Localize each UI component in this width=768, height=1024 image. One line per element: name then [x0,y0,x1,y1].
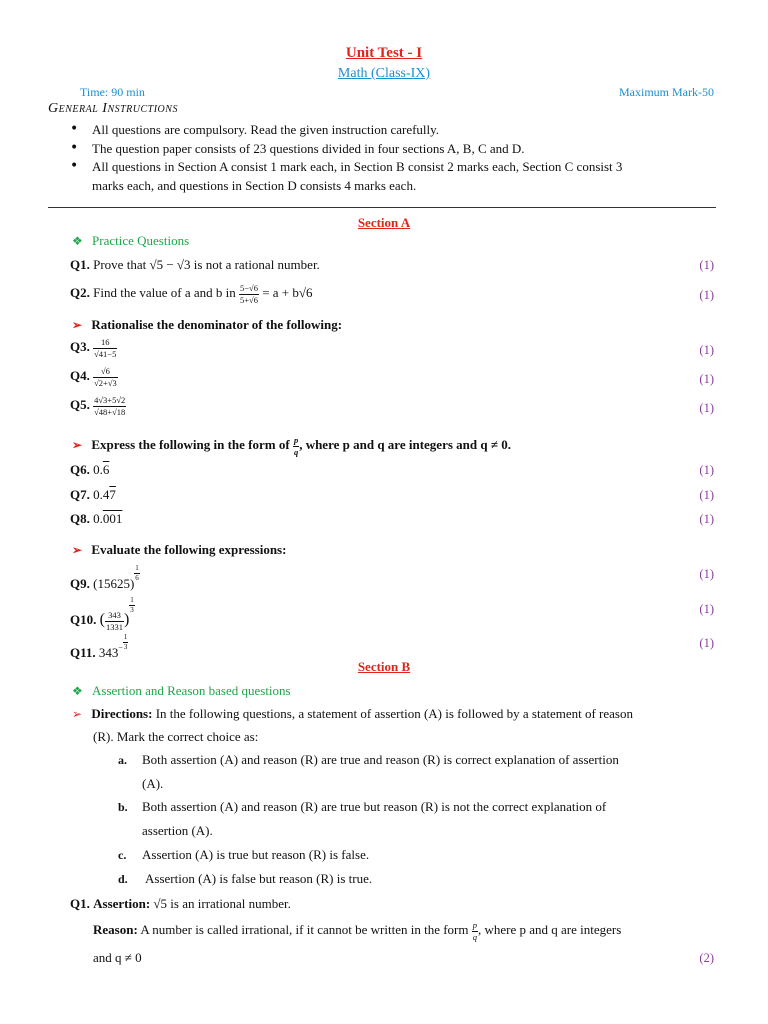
paper-subtitle: Math (Class-IX) [337,66,431,81]
arrow-bullet-icon: ➢ [72,543,83,557]
mark: (1) [699,636,714,650]
paper-title: Unit Test - I [345,45,423,61]
section-b-heading: Section B [357,659,411,674]
question-a9: Q9. (15625) $\frac{1}{6}$ [70,564,139,591]
diamond-bullet-icon: ❖ [72,234,83,248]
instructions-heading: General Instructions [48,101,178,116]
rationalise-heading: ➢ Rationalise the denominator of the following: [72,317,343,332]
question-a4: Q4. $\frac{√6}{√2+√3}$ [70,366,117,388]
directions-cont: (R). Mark the correct choice as: [93,729,259,744]
bullet-icon: • [70,140,79,156]
mark: (1) [699,567,714,581]
divider [48,207,716,208]
option-text: assertion (A). [142,823,213,838]
mark: (1) [699,343,714,357]
question-a3: Q3. $\frac{16}{√41-5}$ [70,337,117,359]
option-label: a. [118,753,127,767]
arrow-bullet-icon: ➢ [72,437,83,452]
arrow-bullet-icon: ➢ [72,318,83,332]
practice-heading: ❖ Practice Questions [72,233,190,248]
mark: (2) [699,951,714,965]
question-a1: Q1. Prove that √5 − √3 is not a rational number. [70,257,320,272]
mark: (1) [699,512,714,526]
mark: (1) [699,463,714,477]
option-text: Both assertion (A) and reason (R) are true and reason (R) is correct explanation of assertion [142,752,619,767]
question-a10: Q10. ( $\frac{343}{1331}$ ) $\frac{1}{3}$ [70,596,134,632]
mark: (1) [699,602,714,616]
bullet-icon: • [70,158,79,174]
instruction-item: All questions are compulsory. Read the given instruction carefully. [92,122,440,137]
bullet-icon: • [70,121,79,137]
question-a2: Q2. Find the value of a and b in $\frac{5-√6}{5+√6}$ = a + b√6 [70,283,313,305]
option-text: Assertion (A) is false but reason (R) is true. [145,871,373,886]
assertion-heading: ❖ Assertion and Reason based questions [72,683,291,698]
question-a6: Q6. 0.6 [70,462,110,477]
mark: (1) [699,372,714,386]
diamond-bullet-icon: ❖ [72,684,83,698]
question-a5: Q5. $\frac{4√3+5√2}{√48+√18}$ [70,395,126,417]
option-text: (A). [142,776,164,791]
instruction-item: The question paper consists of 23 questions divided in four sections A, B, C and D. [92,141,525,156]
instruction-item: All questions in Section A consist 1 mark each, in Section B consist 2 marks each, Section C consist 3 [92,159,623,174]
question-a11: Q11. 343− $\frac{1}{3}$ [70,633,128,660]
mark: (1) [699,401,714,415]
option-label: b. [118,800,128,814]
option-label: c. [118,848,127,862]
option-text: Assertion (A) is true but reason (R) is false. [142,847,370,862]
mark: (1) [699,488,714,502]
mark: (1) [699,288,714,302]
time-label: Time: 90 min [80,85,145,99]
reason-line: Reason: A number is called irrational, if it cannot be written in the form $\frac{p}{q}$ , where p and q are integers [93,920,622,942]
express-heading: ➢ Express the following in the form of $\frac{p}{q}$ , where p and q are integers and q ≠ 0. [72,435,511,457]
mark: (1) [699,258,714,272]
reason-cont: and q ≠ 0 [93,950,142,965]
question-a8: Q8. 0.001 [70,511,123,526]
directions: ➢ Directions: In the following questions, a statement of assertion (A) is followed by a statement of reason [72,706,633,721]
question-b1: Q1. Assertion: √5 is an irrational number. [70,896,291,911]
evaluate-heading: ➢ Evaluate the following expressions: [72,542,287,557]
question-a7: Q7. 0.47 [70,487,116,502]
max-mark-label: Maximum Mark-50 [619,85,714,99]
instruction-item: marks each, and questions in Section D consists 4 marks each. [92,178,417,193]
arrow-bullet-icon: ➢ [72,707,83,721]
section-a-heading: Section A [357,215,411,230]
option-label: d. [118,872,128,886]
option-text: Both assertion (A) and reason (R) are true but reason (R) is not the correct explanation of [142,799,607,814]
fraction: $\frac{5-√6}{5+√6}$ [239,283,258,305]
